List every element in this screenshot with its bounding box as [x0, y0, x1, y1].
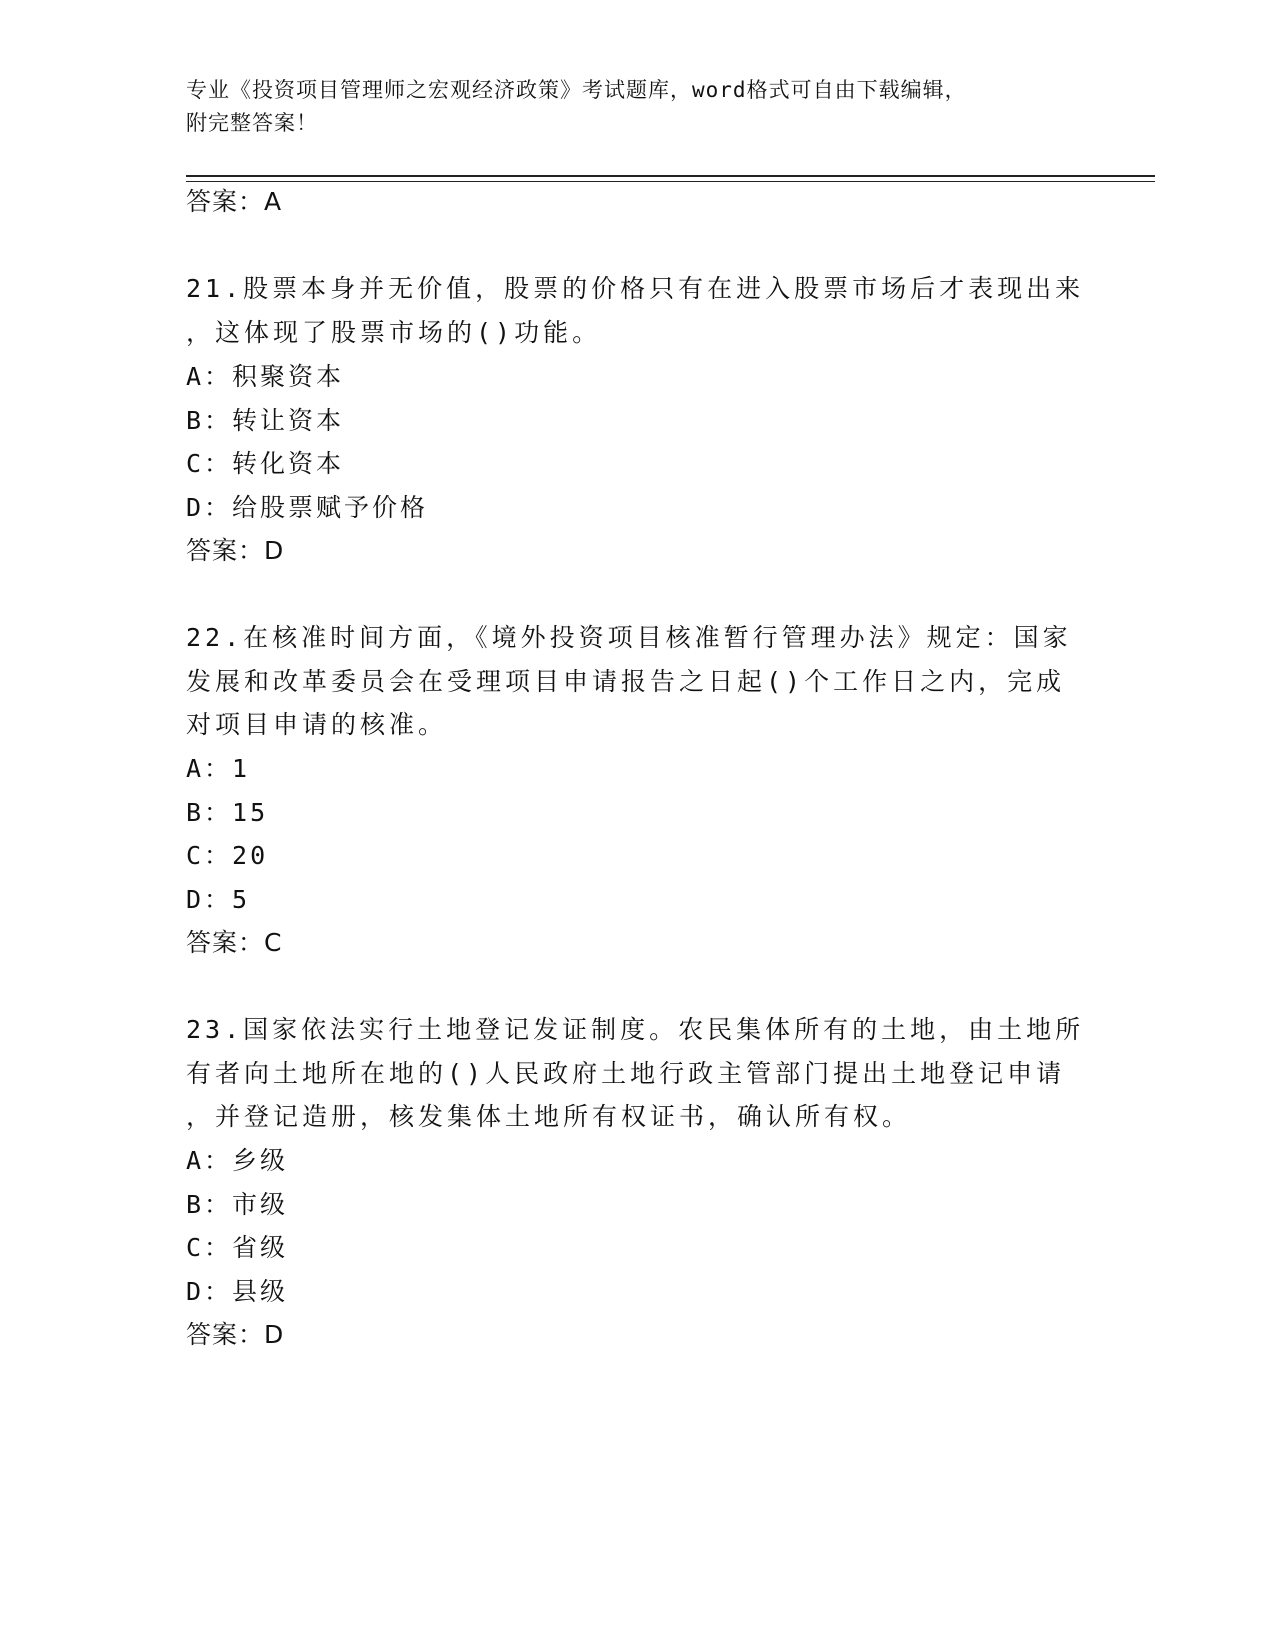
- option-a: A：乡级: [186, 1146, 289, 1175]
- previous-answer: 答案：A: [186, 187, 283, 216]
- answer: 答案：D: [186, 536, 285, 565]
- option-b: B：15: [186, 798, 269, 827]
- question-text-line: 23.国家依法实行土地登记发证制度。农民集体所有的土地，由土地所: [186, 1015, 1085, 1044]
- question-text-line: ，并登记造册，核发集体土地所有权证书，确认所有权。: [186, 1102, 912, 1131]
- question-text-line: 发展和改革委员会在受理项目申请报告之日起()个工作日之内，完成: [186, 667, 1066, 696]
- question-text-line: ，这体现了股票市场的()功能。: [186, 318, 602, 347]
- option-d: D：给股票赋予价格: [186, 493, 429, 522]
- question-text-line: 21.股票本身并无价值，股票的价格只有在进入股票市场后才表现出来: [186, 274, 1085, 303]
- question-text-line: 对项目申请的核准。: [186, 710, 448, 739]
- header-line-2: 附完整答案！: [186, 111, 318, 135]
- header-divider-thick: [186, 175, 1155, 177]
- option-d: D：5: [186, 885, 251, 914]
- question-text-line: 有者向土地所在地的()人民政府土地行政主管部门提出土地登记申请: [186, 1059, 1066, 1088]
- option-c: C：省级: [186, 1233, 289, 1262]
- answer: 答案：C: [186, 928, 283, 957]
- option-a: A：积聚资本: [186, 362, 345, 391]
- option-c: C：转化资本: [186, 449, 345, 478]
- option-c: C：20: [186, 841, 269, 870]
- document-header: [186, 74, 1056, 140]
- option-b: B：市级: [186, 1190, 289, 1219]
- header-divider-thin: [186, 181, 1155, 182]
- option-d: D：县级: [186, 1277, 289, 1306]
- answer: 答案：D: [186, 1320, 285, 1349]
- option-a: A：1: [186, 754, 251, 783]
- question-text-line: 22.在核准时间方面，《境外投资项目核准暂行管理办法》规定：国家: [186, 623, 1072, 652]
- header-line-1: 专业《投资项目管理师之宏观经济政策》考试题库，word格式可自由下载编辑，: [186, 78, 967, 102]
- option-b: B：转让资本: [186, 406, 345, 435]
